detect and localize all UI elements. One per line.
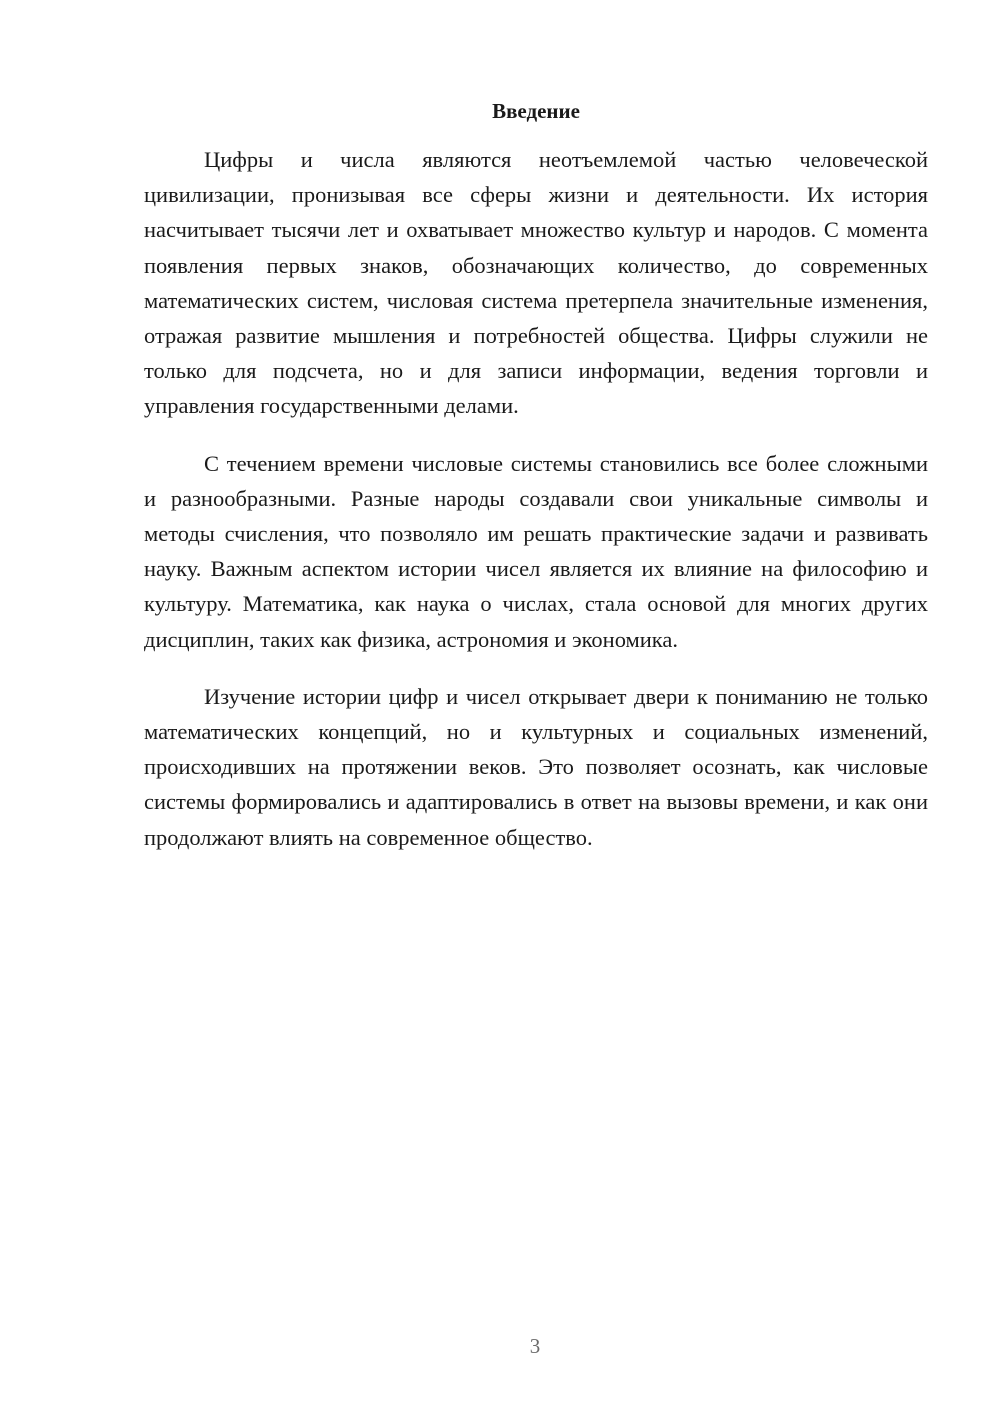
paragraph-2: С течением времени числовые системы становились все более сложными и разнообразными. Разные народы создавали свои уникальные символы и методы счисления, что позволяло им решать практические задачи и развивать науку. Важным аспектом истории чисел является их влияние на философию и культуру. Математика, как наука о числах, стала основой для многих других дисциплин, таких как физика, астрономия и экономика. (144, 450, 928, 652)
paragraph-1: Цифры и числа являются неотъемлемой частью человеческой цивилизации, пронизывая все сферы жизни и деятельности. Их история насчитывает тысячи лет и охватывает множество культур и народов. С момента появления первых знаков, обозначающих количество, до современных математических систем, числовая система претерпела значительные изменения, отражая развитие мышления и потребностей общества. Цифры служили не только для подсчета, но и для записи информации, ведения торговли и управления государственными делами. (144, 147, 928, 419)
section-heading: Введение (492, 99, 580, 123)
paragraph-3: Изучение истории цифр и чисел открывает двери к пониманию не только математических концепций, но и культурных и социальных изменений, происходивших на протяжении веков. Это позволяет осознать, как числовые системы формировались и адаптировались в ответ на вызовы времени, и как они продолжают влиять на современное общество. (144, 683, 928, 850)
page-number: 3 (529, 1334, 541, 1358)
page-content (144, 96, 928, 877)
